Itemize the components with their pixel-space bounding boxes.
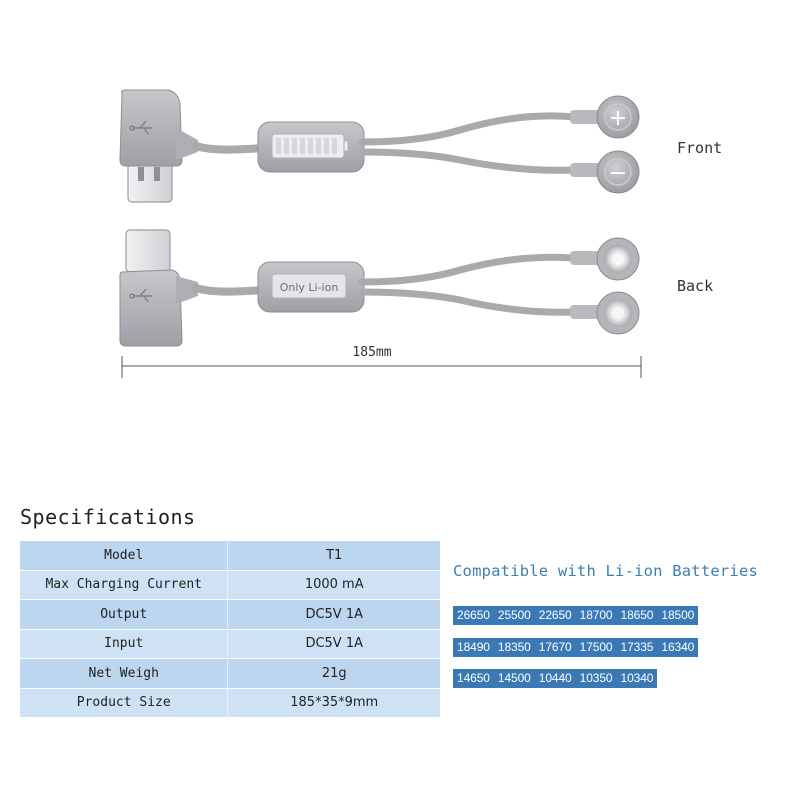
battery-size: 25500 [497,608,531,622]
compatible-batteries-title: Compatible with Li-ion Batteries [453,562,759,580]
spec-value: T1 [228,541,440,570]
table-row [20,688,440,718]
spec-label: Max Charging Current [20,570,228,600]
battery-size: 17500 [579,640,613,654]
battery-size: 14650 [457,671,490,685]
battery-level-icon [272,134,348,158]
plus-symbol: + [608,106,628,131]
battery-size: 18490 [457,640,490,654]
table-row [20,600,440,630]
magnetic-terminal-top-icon [570,238,639,280]
battery-size: 16340 [661,640,695,654]
specifications-table [20,541,440,718]
battery-size: 10440 [538,671,572,685]
battery-size-row [453,606,698,625]
back-label: Back [677,277,714,295]
specifications-title: Specifications [20,505,196,529]
front-usb-body [120,90,198,166]
battery-size: 18500 [661,608,695,622]
spec-value: DC5V 1A [228,629,440,659]
table-row [20,659,440,689]
table-row [20,541,440,570]
table-row [20,629,440,659]
battery-size: 17670 [538,640,572,654]
spec-value: 185*35*9mm [228,688,440,718]
spec-value: 1000 mA [228,570,440,600]
battery-size: 22650 [538,608,572,622]
battery-size: 26650 [457,608,490,622]
battery-size: 18350 [497,640,531,654]
battery-size-row [453,638,698,657]
front-charger-module [258,122,364,172]
magnetic-terminal-bottom-icon [570,292,639,334]
minus-terminal-icon [570,151,639,193]
front-label: Front [677,139,723,157]
back-charger-module [258,262,364,312]
spec-label: Net Weigh [20,659,228,689]
front-cable-assembly [120,90,639,202]
spec-label: Output [20,600,228,630]
back-cable-assembly [120,230,639,346]
table-row [20,570,440,600]
plus-terminal-icon [570,96,639,138]
spec-label: Product Size [20,688,228,718]
only-li-ion-label: Only Li-ion [279,281,339,294]
battery-size: 10340 [620,671,654,685]
battery-size: 10350 [579,671,613,685]
battery-size-row [453,669,657,688]
spec-value: DC5V 1A [228,600,440,630]
battery-size: 14500 [497,671,531,685]
spec-label: Input [20,629,228,659]
battery-size: 18700 [579,608,613,622]
battery-size: 18650 [620,608,654,622]
spec-label: Model [20,541,228,570]
dimension-label: 185mm [352,345,392,360]
battery-size: 17335 [620,640,654,654]
back-usb-plug [126,230,170,272]
minus-symbol: − [608,161,628,186]
back-usb-body [120,270,198,346]
spec-value: 21g [228,659,440,689]
